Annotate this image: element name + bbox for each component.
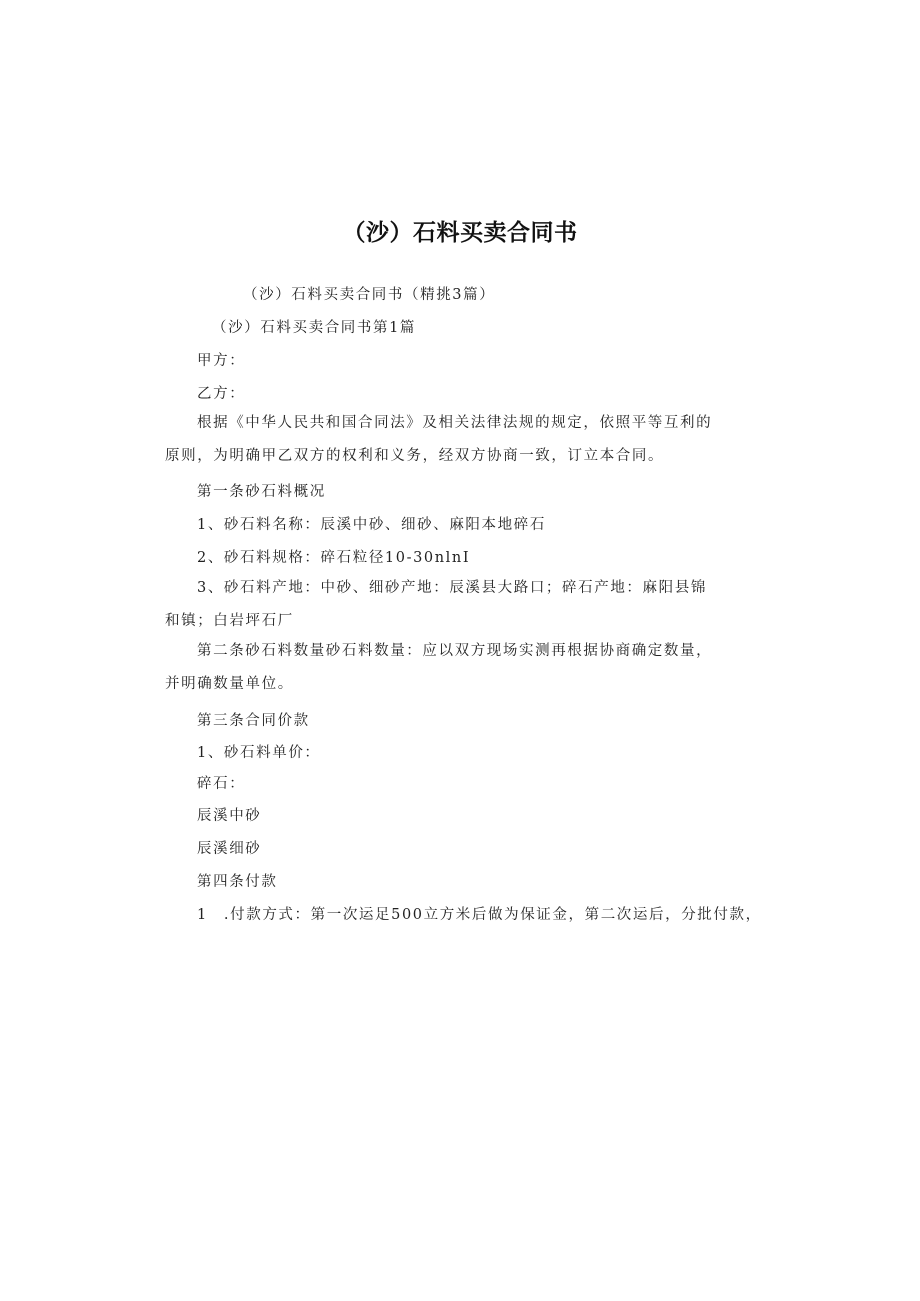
article3-medium-sand: 辰溪中砂	[197, 808, 262, 824]
article4-heading: 第四条付款	[197, 874, 278, 890]
article3-fine-sand: 辰溪细砂	[197, 841, 262, 857]
article2-paragraph: 第二条砂石料数量砂石料数量：应以双方现场实测再根据协商确定数量，并明确数量单位。	[165, 643, 713, 692]
article4-item1: 1 .付款方式：第一次运足500立方米后做为保证金，第二次运后，分批付款，	[197, 907, 762, 923]
article3-item1: 1、砂石料单价：	[197, 745, 321, 761]
document-subtitle: （沙）石料买卖合同书（精挑3篇）	[243, 287, 496, 303]
article1-item1: 1、砂石料名称：辰溪中砂、细砂、麻阳本地碎石	[197, 517, 546, 533]
preamble-paragraph: 根据《中华人民共和国合同法》及相关法律法规的规定，依照平等互利的原则，为明确甲乙双方的权利和义务，经双方协商一致，订立本合同。	[165, 415, 713, 464]
article3-heading: 第三条合同价款	[197, 713, 310, 729]
section-heading: （沙）石料买卖合同书第1篇	[212, 320, 417, 336]
article1-item3: 3、砂石料产地：中砂、细砂产地：辰溪县大路口；碎石产地：麻阳县锦和镇；白岩坪石厂	[165, 580, 707, 629]
article1-heading: 第一条砂石料概况	[197, 484, 326, 500]
party-b-label: 乙方：	[197, 386, 246, 402]
document-title: （沙）石料买卖合同书	[342, 220, 578, 246]
article3-gravel: 碎石：	[197, 776, 246, 792]
article1-item2: 2、砂石料规格：碎石粒径10-30nlnI	[197, 550, 471, 566]
party-a-label: 甲方：	[197, 353, 246, 369]
